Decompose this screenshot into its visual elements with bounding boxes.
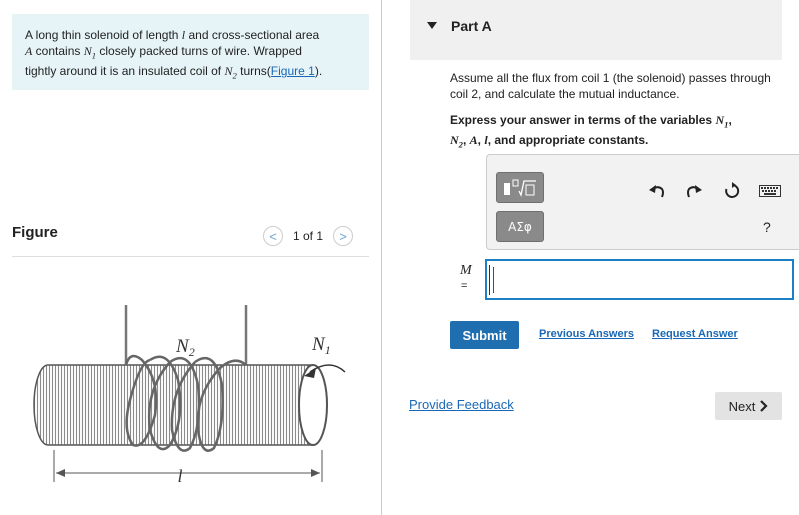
previous-answers-link[interactable]: Previous Answers (539, 328, 634, 340)
undo-icon (649, 183, 665, 199)
var-l: l (181, 28, 186, 42)
redo-icon (686, 183, 702, 199)
answer-input[interactable] (486, 260, 793, 299)
undo-button[interactable] (647, 181, 667, 201)
reset-button[interactable] (722, 181, 742, 201)
redo-button[interactable] (684, 181, 704, 201)
templates-icon (501, 177, 539, 199)
next-button[interactable] (715, 392, 782, 420)
figure-title: Figure (12, 224, 58, 241)
provide-feedback-link[interactable]: Provide Feedback (409, 397, 514, 412)
chevron-right-icon (759, 400, 768, 412)
instruction-text: Express your answer in terms of the variables (450, 113, 716, 127)
separator: , (728, 113, 732, 127)
figure-divider (12, 256, 369, 257)
math-editor-toolbar (486, 154, 799, 250)
collapse-caret-icon[interactable] (427, 22, 437, 29)
var-N2: $N_2$ (224, 64, 237, 81)
part-prompt: Assume all the flux from coil 1 (the solenoid) passes through coil 2, and calculate the mutual inductance. (450, 71, 771, 101)
var-N1: $N_1$ (715, 113, 729, 130)
var-A: A (469, 133, 478, 148)
separator: , (462, 133, 470, 148)
problem-text: A long thin solenoid of length (25, 28, 182, 42)
next-label: Next (728, 398, 756, 414)
var-N2: $N_2$ (450, 133, 463, 150)
text-caret (493, 267, 494, 293)
reset-icon (723, 182, 741, 200)
column-divider (381, 0, 382, 515)
dimension-arrow (56, 469, 65, 477)
answer-equals: = (461, 280, 468, 292)
problem-text: closely packed turns of wire. Wrapped (96, 44, 302, 58)
solenoid-figure (30, 290, 350, 490)
request-answer-link[interactable]: Request Answer (652, 328, 738, 340)
var-l: l (484, 133, 488, 148)
var-N1: $N_1$ (83, 44, 97, 61)
label-N1: $N_1$ (312, 334, 331, 357)
instruction-text: , and appropriate constants. (487, 133, 649, 148)
problem-text: turns( (236, 64, 271, 79)
templates-button[interactable] (496, 172, 544, 203)
dimension-arrow (311, 469, 320, 477)
label-l: l (177, 466, 183, 486)
problem-text: tightly around it is an insulated coil of (25, 64, 225, 79)
keyboard-icon (759, 185, 781, 197)
var-A: A (25, 44, 33, 58)
problem-text: and cross-sectional area (185, 28, 320, 42)
problem-statement (12, 14, 369, 90)
problem-text: contains (32, 44, 84, 58)
input-border-bar (489, 265, 490, 295)
help-button[interactable]: ? (763, 219, 771, 235)
separator: , (477, 133, 485, 148)
answer-variable: M (460, 263, 472, 278)
part-title: Part A (451, 18, 492, 34)
pager-prev-button[interactable]: < (263, 226, 283, 246)
keyboard-button[interactable] (758, 183, 782, 199)
problem-text: ). (314, 64, 323, 79)
symbols-button[interactable]: ΑΣφ (496, 211, 544, 242)
part-header[interactable] (410, 0, 782, 60)
pager-count: 1 of 1 (293, 229, 324, 243)
label-N2: $N_2$ (176, 336, 195, 359)
pager-next-button[interactable]: > (333, 226, 353, 246)
submit-button[interactable]: Submit (450, 321, 519, 349)
part-instruction (450, 112, 780, 153)
figure-pager (263, 226, 353, 246)
figure-link[interactable]: Figure 1 (270, 64, 315, 79)
